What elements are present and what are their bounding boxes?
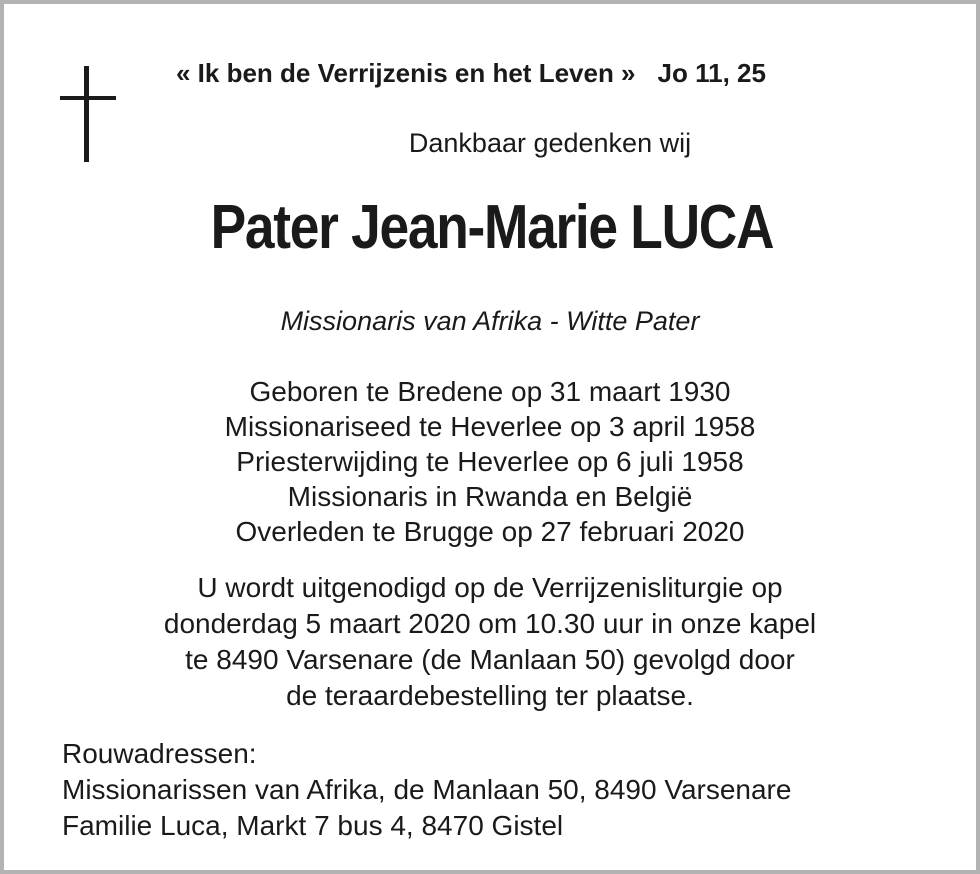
condolence-addresses [62,736,791,844]
quote-text: « Ik ben de Verrijzenis en het Leven » [176,58,636,88]
invitation-line: te 8490 Varsenare (de Manlaan 50) gevolgd door [185,644,795,675]
addresses-heading: Rouwadressen: [62,738,257,769]
fact-line: Geboren te Bredene op 31 maart 1930 [249,376,731,407]
bible-quote [176,58,766,89]
quote-reference: Jo 11, 25 [657,58,766,88]
intro-text: Dankbaar gedenken wij [408,128,692,158]
invitation [4,570,976,714]
deceased-subtitle: Missionaris van Afrika - Witte Pater [280,306,700,336]
cross-horizontal-bar [60,96,116,100]
address-line: Familie Luca, Markt 7 bus 4, 8470 Gistel [62,810,564,841]
fact-line: Overleden te Brugge op 27 februari 2020 [235,516,745,547]
fact-line: Missionaris in Rwanda en België [287,481,693,512]
deceased-name: Pater Jean-Marie LUCA [210,193,774,262]
intro-line [4,128,976,159]
invitation-line: U wordt uitgenodigd op de Verrijzenisliturgie op [197,572,783,603]
address-line: Missionarissen van Afrika, de Manlaan 50, 8490 Varsenare [62,774,792,805]
invitation-line: de teraardebestelling ter plaatse. [286,680,694,711]
fact-line: Missionariseed te Heverlee op 3 april 1958 [224,411,756,442]
invitation-line: donderdag 5 maart 2020 om 10.30 uur in onze kapel [163,608,817,639]
life-facts [4,374,976,549]
fact-line: Priesterwijding te Heverlee op 6 juli 1958 [236,446,744,477]
